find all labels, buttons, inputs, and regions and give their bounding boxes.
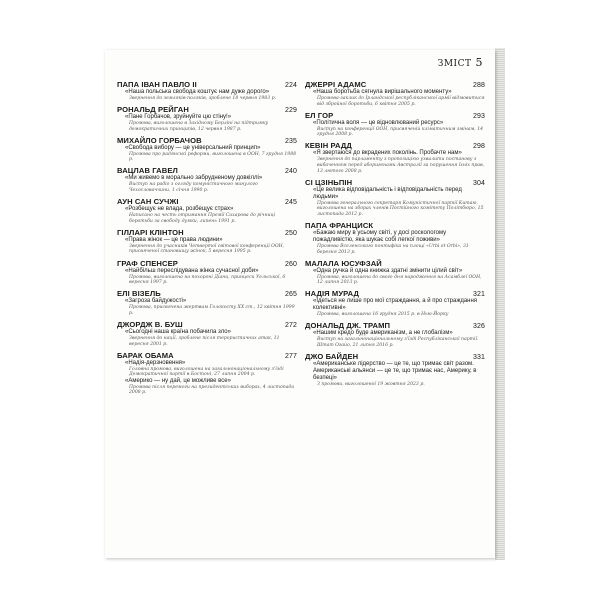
speech-item [305,330,485,348]
speech-title: «Ми живемо в морально забрудненому довкіллі» [125,175,263,182]
page-number: 304 [473,179,485,187]
speech-title: «Це велика відповідальність і відповідальність перед людьми» [313,186,462,200]
speaker-name: СІ ЦЗІНЬПІН [305,177,353,187]
page-number: 298 [473,143,485,151]
book-page-edges [495,48,505,560]
toc-entry [305,111,485,138]
page-number: 229 [285,107,297,115]
toc-entry [117,105,297,132]
toc-entry-heading [117,259,297,268]
toc-entry-heading [305,111,485,120]
toc-entry [117,351,297,396]
speech-title: «Найбільш переслідувана жінка сучасної доби» [125,267,259,274]
speech-item [117,329,297,347]
speaker-name: БАРАК ОБАМА [117,350,174,360]
speech-description: Написано на честь отримання Премії Сахарова до річниці боротьби за свободу думки, липень 1991 р. [129,213,276,224]
speech-description: Промова генерального секретаря Комуністичної партії Китаю, виголошена на зборах членів Постійного комітету Політбюро, 15 листопада 2012 р. [317,200,484,217]
speaker-name: ВАЦЛАВ ГАВЕЛ [117,166,178,176]
speech-item [305,268,485,286]
speaker-name: ЕЛІ ВІЗЕЛЬ [117,289,161,299]
speech-description: Виступ на загальнонаціональному з'їзді Республіканської партії. Штат Огайо, 21 липня 2016 р. [317,337,479,348]
speech-title: «Надія-дерзновення» [125,359,186,366]
toc-entry-heading [305,259,485,268]
page-number: 326 [473,323,485,331]
page-number: 224 [285,82,297,89]
speech-title: «Політична воля — це відновлюваний ресурс» [313,119,444,126]
speaker-name: МИХАЙЛО ГОРБАЧОВ [117,135,202,145]
speech-item [117,206,297,224]
toc-entry [117,80,297,102]
speech-title: «Сьогодні наша країна побачила зло» [125,328,231,335]
toc-entry [305,80,485,107]
toc-entry-heading [305,321,485,330]
speech-description: Промова, присвячена жертвам Голокосту ХХ ст., 12 квітня 1999 р. [129,305,295,316]
page-number: 245 [285,199,297,207]
speech-description: Промова, виголошена до свого дня народження на Асамблеї ООН, 12 липня 2013 р. [317,274,482,286]
speech-item [305,89,485,107]
page-number: 293 [473,112,485,120]
speech-title: «Права жінок — це права людини» [125,236,223,243]
toc-entry-heading [305,80,485,89]
speaker-name: КЕВІН РАДД [305,141,352,151]
toc-entry-heading [305,352,485,361]
toc-entry [305,221,485,255]
toc-entry [117,197,297,224]
toc-entry-heading [305,289,485,298]
speaker-name: МАЛАЛА ЮСУФЗАЙ [305,258,382,268]
speech-title: «Одна ручка й одна книжка здатні змінити цілий світ» [313,267,463,274]
toc-entry-heading [117,289,297,298]
page-number: 288 [473,82,485,89]
speaker-name: ЕЛ ГОР [305,110,334,120]
speaker-name: ГІЛЛАРІ КЛІНТОН [117,227,184,237]
speech-item [305,150,485,174]
toc-entry [305,141,485,174]
speaker-name: ГРАФ СПЕНСЕР [117,258,178,268]
speech-item [117,114,297,132]
page-number: 235 [285,137,297,145]
speaker-name: НАДІЯ МУРАД [305,289,360,299]
toc-entry [117,259,297,286]
speech-item [117,237,297,255]
page-number: 250 [285,229,297,237]
speech-item [305,187,485,218]
toc-entry [305,178,485,218]
toc-left-column [117,80,297,399]
speech-item [305,120,485,138]
speech-title: «Пане Горбачов, зруйнуйте цю стіну!» [125,114,232,121]
page-number: 240 [285,168,297,176]
speech-description: Промова Вселенського понтифіка на площі «Urbi et Orbi», 31 березня 2013 р. [317,243,469,255]
speech-title: «Наша польська свобода коштує нам дуже дорого» [125,89,270,95]
speech-item [117,89,297,102]
page-number: 272 [285,321,297,329]
speech-item [117,175,297,193]
toc-entry-heading [117,166,297,175]
toc-entry [305,259,485,286]
speaker-name: ДЖЕРРІ АДАМС [305,80,367,89]
speech-item [305,298,485,318]
speaker-name: АУН САН СУЧЖІ [117,197,179,207]
speech-description: Промова, виголошена на похороні Діани, принцеси Уельської, 6 вересня 1997 р. [129,274,286,286]
toc-entry [117,320,297,347]
speech-title: «Загроза байдужості» [125,298,187,305]
toc-entry-heading [117,197,297,206]
speech-description: Промова після перемоги на президентських виборах, 4 листопада 2008 р. [129,384,295,396]
page-number: 321 [473,291,485,299]
speaker-name: ДОНАЛЬД ДЖ. ТРАМП [305,321,391,331]
page-number: 265 [285,291,297,299]
toc-right-column [305,80,485,391]
speech-description: З промови, виголошеної 19 жовтня 2023 р. [317,382,425,388]
speech-title: «Свобода вибору — це універсальний принцип» [125,144,261,151]
page-number: 331 [473,354,485,362]
speech-item [117,378,297,396]
page-header [438,56,483,69]
speech-description: Промова про радянські реформи, виголошена в ООН, 7 грудня 1988 р. [129,151,297,163]
toc-entry [305,352,485,388]
speech-description: Звернення до учасників Четвертої світової конференції ООН, присвяченої становищу жінок, 5 вересня 1995 р. [129,243,285,255]
speech-item [117,360,297,378]
speech-item [117,145,297,163]
speech-title: «Американське лідерство — це те, що тримає світ разом. Американські альянси — це те, що тримає нас, Америку, в безпеці» [313,361,477,382]
speech-title: «Ідеться не лише про мої страждання, а й про страждання колективні» [313,298,478,312]
speech-description: Промова, виголошена в Західному Берліні на підтримку демократичних принципів, 12 червня 1987 р. [129,121,269,132]
speech-description: Промова, виголошена 16 грудня 2015 р. в Нью-Йорку [317,312,449,318]
speech-title: «Америко — ну дай, це можливе все» [125,377,231,384]
speech-title: «Бажаю миру в усьому світі, у досі роскологому пожадливістю, яка шукає собі легкої поживи» [313,229,447,243]
speaker-name: ПАПА ІВАН ПАВЛО II [117,80,197,89]
toc-entry [305,289,485,318]
speech-item [305,361,485,388]
toc-entry-heading [117,136,297,145]
speech-description: Звернення до нації, зроблене після терористичних атак, 11 вересня 2001 р. [129,335,280,347]
toc-entry-heading [117,80,297,89]
speaker-name: РОНАЛЬД РЕЙГАН [117,105,189,115]
page-number: 260 [285,260,297,268]
speech-title: «Нашим кредо буде американізм, а не глобалізм» [313,330,453,337]
speech-description: Головна промова, виголошена на загальнонаціональному з'їзді Демократичної партії в Бостоні, 27 липня 2004 р. [129,366,284,378]
speech-item [305,230,485,255]
page-number: 277 [285,352,297,360]
speech-title: «Розбещує не влада, розбещує страх» [125,206,234,213]
toc-entry [117,166,297,193]
speech-description: Звернення до земляків-поляків, зроблене 18 червня 1983 р. [129,96,277,101]
toc-entry-heading [117,105,297,114]
speech-item [117,298,297,316]
toc-entry [117,289,297,316]
speech-description: Звернення до парламенту з пропозицією ухвалити постанову з вибаченням перед аборигенами Австралії за порушення їхніх прав, 13 лютого 2008 р. [317,157,485,174]
toc-entry [117,228,297,255]
speech-description: Виступ на радіо з огляду комуністичного минулого Чехословаччини, 1 січня 1990 р. [129,182,258,194]
toc-entry-heading [305,178,485,187]
speech-description: Промова-заклик до Ірландської республіканської армії відмовитися від збройної боротьби, 6 квітня 2005 р. [317,96,485,107]
speaker-name: ДЖОРДЖ В. БУШ [117,319,183,329]
speech-item [117,268,297,286]
toc-entry [305,321,485,348]
speech-description: Виступ на конференції ООН, присвяченій кліматичним змінам, 14 грудня 2008 р. [317,126,484,138]
speech-title: «Наша боротьба сягнула вирішального моменту» [313,89,452,95]
speech-title: «Я звертаюся до вкрадених поколінь. Пробачте нам» [313,150,462,157]
book-page [105,50,495,558]
toc-entry-heading [117,228,297,237]
toc-entry-heading [305,141,485,150]
toc-entry-heading [305,221,485,230]
toc-entry [117,136,297,163]
speaker-name: ДЖО БАЙДЕН [305,352,359,362]
speaker-name: ПАПА ФРАНЦИСК [305,220,374,230]
toc-entry-heading [117,320,297,329]
toc-entry-heading [117,351,297,360]
header-page-number: 5 [475,56,483,69]
header-label: ЗМІСТ [437,59,472,69]
